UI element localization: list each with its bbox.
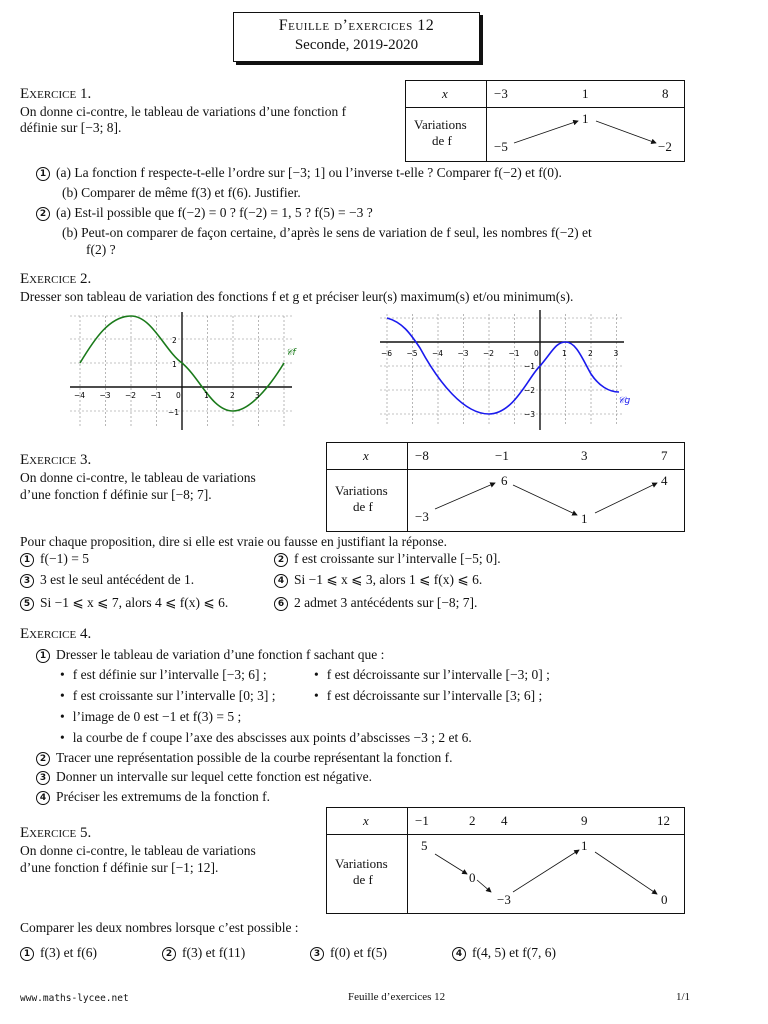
ex1-q2b-line2: f(2) ? <box>86 242 116 257</box>
graph-g-ytick: −2 <box>524 386 536 395</box>
ex3-prop-5: 5 Si −1 ⩽ x ⩽ 7, alors 4 ⩽ f(x) ⩽ 6. <box>20 595 228 611</box>
ex5-f-3: 1 <box>581 838 588 853</box>
ex3-prop-3: 3 3 est le seul antécédent de 1. <box>20 572 194 588</box>
ex1-q1b: (b) Comparer de même f(3) et f(6). Justifier. <box>62 185 301 200</box>
ex1-table-x-label: x <box>442 86 448 101</box>
ex3-prop-1: 1 f(−1) = 5 <box>20 551 89 567</box>
ex5-item-3: 3 f(0) et f(5) <box>310 945 387 961</box>
ex5-x-3: 9 <box>581 813 588 828</box>
ex3-instruction: Pour chaque proposition, dire si elle est vraie ou fausse en justifiant la réponse. <box>20 534 448 549</box>
graph-f-xtick: −2 <box>125 391 137 400</box>
ex5-item-4: 4 f(4, 5) et f(7, 6) <box>452 945 556 961</box>
number-circle-icon: 2 <box>36 752 50 766</box>
ex1-x-0: −3 <box>494 86 508 101</box>
ex1-table-var-label1: Variations <box>414 117 467 132</box>
graph-g <box>374 308 634 432</box>
ex1-variation-table <box>405 80 685 162</box>
ex5-arrow-down-2 <box>477 880 491 892</box>
ex3-f-1: 6 <box>501 473 508 488</box>
number-circle-icon: 2 <box>36 207 50 221</box>
ex5-x-4: 12 <box>657 813 670 828</box>
ex4-bullet-4: • f est décroissante sur l’intervalle [3; 6] ; <box>314 688 542 704</box>
graph-g-xtick: −1 <box>508 349 520 358</box>
ex5-arrow-down-3 <box>595 852 657 894</box>
ex3-x-0: −8 <box>415 448 429 463</box>
ex3-heading: Exercice 3. <box>20 452 92 468</box>
ex5-variation-table <box>326 807 685 914</box>
number-circle-icon: 2 <box>274 553 288 567</box>
ex1-f-1: 1 <box>582 111 589 126</box>
ex5-x-2: 4 <box>501 813 508 828</box>
ex3-arrow-down <box>513 485 577 515</box>
ex3-table-x-label: x <box>363 448 369 463</box>
ex4-heading: Exercice 4. <box>20 626 92 642</box>
number-circle-icon: 1 <box>20 947 34 961</box>
number-circle-icon: 3 <box>36 771 50 785</box>
title-box <box>233 12 480 62</box>
graph-f-xtick: −4 <box>74 391 86 400</box>
graph-f-xtick: −1 <box>150 391 162 400</box>
ex3-intro-line2: d’une fonction f définie sur [−8; 7]. <box>20 487 212 502</box>
page-subtitle: Seconde, 2019-2020 <box>294 37 419 53</box>
ex4-bullet-1: • f est définie sur l’intervalle [−3; 6] ; <box>60 667 267 683</box>
ex1-f-2: −2 <box>658 139 672 154</box>
ex5-table-var-label1: Variations <box>335 856 388 871</box>
ex3-f-0: −3 <box>415 509 429 524</box>
number-circle-icon: 4 <box>36 791 50 805</box>
ex3-arrows <box>327 443 684 531</box>
ex5-f-1: 0 <box>469 870 476 885</box>
ex5-table-var-label2: de f <box>353 872 373 887</box>
ex4-q2: 2 Tracer une représentation possible de la courbe représentant la fonction f. <box>36 750 452 766</box>
ex5-heading: Exercice 5. <box>20 825 92 841</box>
graph-f-ytick: 1 <box>172 360 177 369</box>
graph-f-ytick: −1 <box>168 408 180 417</box>
ex2-intro: Dresser son tableau de variation des fonctions f et g et préciser leur(s) maximum(s) et/ou minimum(s). <box>20 289 574 304</box>
ex5-f-4: 0 <box>661 892 668 907</box>
number-circle-icon: 4 <box>452 947 466 961</box>
ex5-intro-line2: d’une fonction f définie sur [−1; 12]. <box>20 860 219 875</box>
graph-g-xtick: −3 <box>457 349 469 358</box>
graph-g-xtick: −5 <box>406 349 418 358</box>
ex3-x-3: 7 <box>661 448 668 463</box>
footer-page-number: 1/1 <box>676 991 691 1003</box>
number-circle-icon: 6 <box>274 597 288 611</box>
number-circle-icon: 5 <box>20 597 34 611</box>
ex5-arrow-down-1 <box>435 854 467 874</box>
graph-g-xtick: −2 <box>483 349 495 358</box>
graph-f-xtick: 0 <box>176 391 181 400</box>
ex5-item-1: 1 f(3) et f(6) <box>20 945 97 961</box>
ex1-arrow-up <box>514 121 578 143</box>
graph-f <box>60 306 300 430</box>
graph-g-xtick: 0 <box>534 349 539 358</box>
graph-g-xtick: 2 <box>588 349 593 358</box>
ex4-bullet-2: • f est décroissante sur l’intervalle [−3; 0] ; <box>314 667 550 683</box>
number-circle-icon: 1 <box>20 553 34 567</box>
ex4-q3: 3 Donner un intervalle sur lequel cette fonction est négative. <box>36 769 372 785</box>
ex4-bullet-5: • l’image de 0 est −1 et f(3) = 5 ; <box>60 709 241 725</box>
ex3-arrow-up <box>435 483 495 509</box>
ex3-f-2: 1 <box>581 511 588 526</box>
ex5-table-x-label: x <box>363 813 369 828</box>
ex1-q2a: 2 (a) Est-il possible que f(−2) = 0 ? f(−2) = 1, 5 ? f(5) = −3 ? <box>36 205 373 221</box>
ex1-q1a: 1 (a) La fonction f respecte-t-elle l’ordre sur [−3; 1] ou l’inverse t-elle ? Comparer f(−2) et f(0). <box>36 165 562 181</box>
ex4-q1: 1 Dresser le tableau de variation d’une fonction f sachant que : <box>36 647 384 663</box>
ex5-item-2: 2 f(3) et f(11) <box>162 945 245 961</box>
ex3-table-var-label1: Variations <box>335 483 388 498</box>
graph-f-xtick: 3 <box>255 391 260 400</box>
ex3-x-1: −1 <box>495 448 509 463</box>
ex5-x-0: −1 <box>415 813 429 828</box>
ex1-f-0: −5 <box>494 139 508 154</box>
number-circle-icon: 1 <box>36 649 50 663</box>
ex3-table-var-label2: de f <box>353 499 373 514</box>
graph-f-xtick: 1 <box>204 391 209 400</box>
ex5-f-0: 5 <box>421 838 428 853</box>
ex3-intro-line1: On donne ci-contre, le tableau de variations <box>20 470 256 485</box>
ex4-q4: 4 Préciser les extremums de la fonction f. <box>36 789 270 805</box>
page-title: Feuille d’exercices 12 <box>278 17 435 34</box>
graph-f-curve-label: 𝒞f <box>286 348 296 358</box>
graph-g-ytick: −3 <box>524 410 536 419</box>
ex1-arrows <box>406 81 684 161</box>
ex5-intro-line1: On donne ci-contre, le tableau de variations <box>20 843 256 858</box>
ex1-table-var-label2: de f <box>432 133 452 148</box>
graph-g-xtick: 3 <box>613 349 619 358</box>
ex5-x-1: 2 <box>469 813 476 828</box>
graph-g-xtick: 1 <box>562 349 567 358</box>
ex4-bullet-6: • la courbe de f coupe l’axe des abscisses aux points d’abscisses −3 ; 2 et 6. <box>60 730 472 746</box>
graph-g-xtick: −6 <box>381 349 393 358</box>
graph-g-xtick: −4 <box>432 349 444 358</box>
ex3-x-2: 3 <box>581 448 588 463</box>
ex1-arrow-down <box>596 121 656 143</box>
ex1-heading: Exercice 1. <box>20 86 92 102</box>
ex3-f-3: 4 <box>661 473 668 488</box>
number-circle-icon: 3 <box>20 574 34 588</box>
graph-f-xtick: −3 <box>99 391 111 400</box>
graph-f-grid <box>70 316 292 426</box>
graph-f-xtick: 2 <box>230 391 235 400</box>
ex3-prop-2: 2 f est croissante sur l’intervalle [−5; 0]. <box>274 551 501 567</box>
ex5-arrow-up <box>513 850 579 892</box>
number-circle-icon: 1 <box>36 167 50 181</box>
ex3-prop-6: 6 2 admet 3 antécédents sur [−8; 7]. <box>274 595 477 611</box>
ex3-variation-table <box>326 442 685 532</box>
ex1-x-1: 1 <box>582 86 589 101</box>
ex5-instruction: Comparer les deux nombres lorsque c’est possible : <box>20 920 299 935</box>
ex5-arrows <box>327 808 684 913</box>
ex1-intro-line1: On donne ci-contre, le tableau de variations d’une fonction f <box>20 104 347 119</box>
number-circle-icon: 2 <box>162 947 176 961</box>
ex1-x-2: 8 <box>662 86 669 101</box>
footer-website: www.maths-lycee.net <box>20 993 129 1004</box>
graph-f-ytick: 2 <box>172 336 177 345</box>
ex1-intro-line2: définie sur [−3; 8]. <box>20 120 122 135</box>
ex5-f-2: −3 <box>497 892 511 907</box>
ex3-arrow-up-2 <box>595 483 657 513</box>
graph-g-curve-label: 𝒞g <box>618 396 631 406</box>
graph-g-ytick: −1 <box>524 362 536 371</box>
number-circle-icon: 4 <box>274 574 288 588</box>
number-circle-icon: 3 <box>310 947 324 961</box>
ex1-q2b-line1: (b) Peut-on comparer de façon certaine, d’après le sens de variation de f seul, les nombres f(−2) et <box>62 225 592 240</box>
ex3-prop-4: 4 Si −1 ⩽ x ⩽ 3, alors 1 ⩽ f(x) ⩽ 6. <box>274 572 482 588</box>
ex2-heading: Exercice 2. <box>20 271 92 287</box>
ex4-bullet-3: • f est croissante sur l’intervalle [0; 3] ; <box>60 688 276 704</box>
footer-title: Feuille d’exercices 12 <box>348 991 446 1003</box>
